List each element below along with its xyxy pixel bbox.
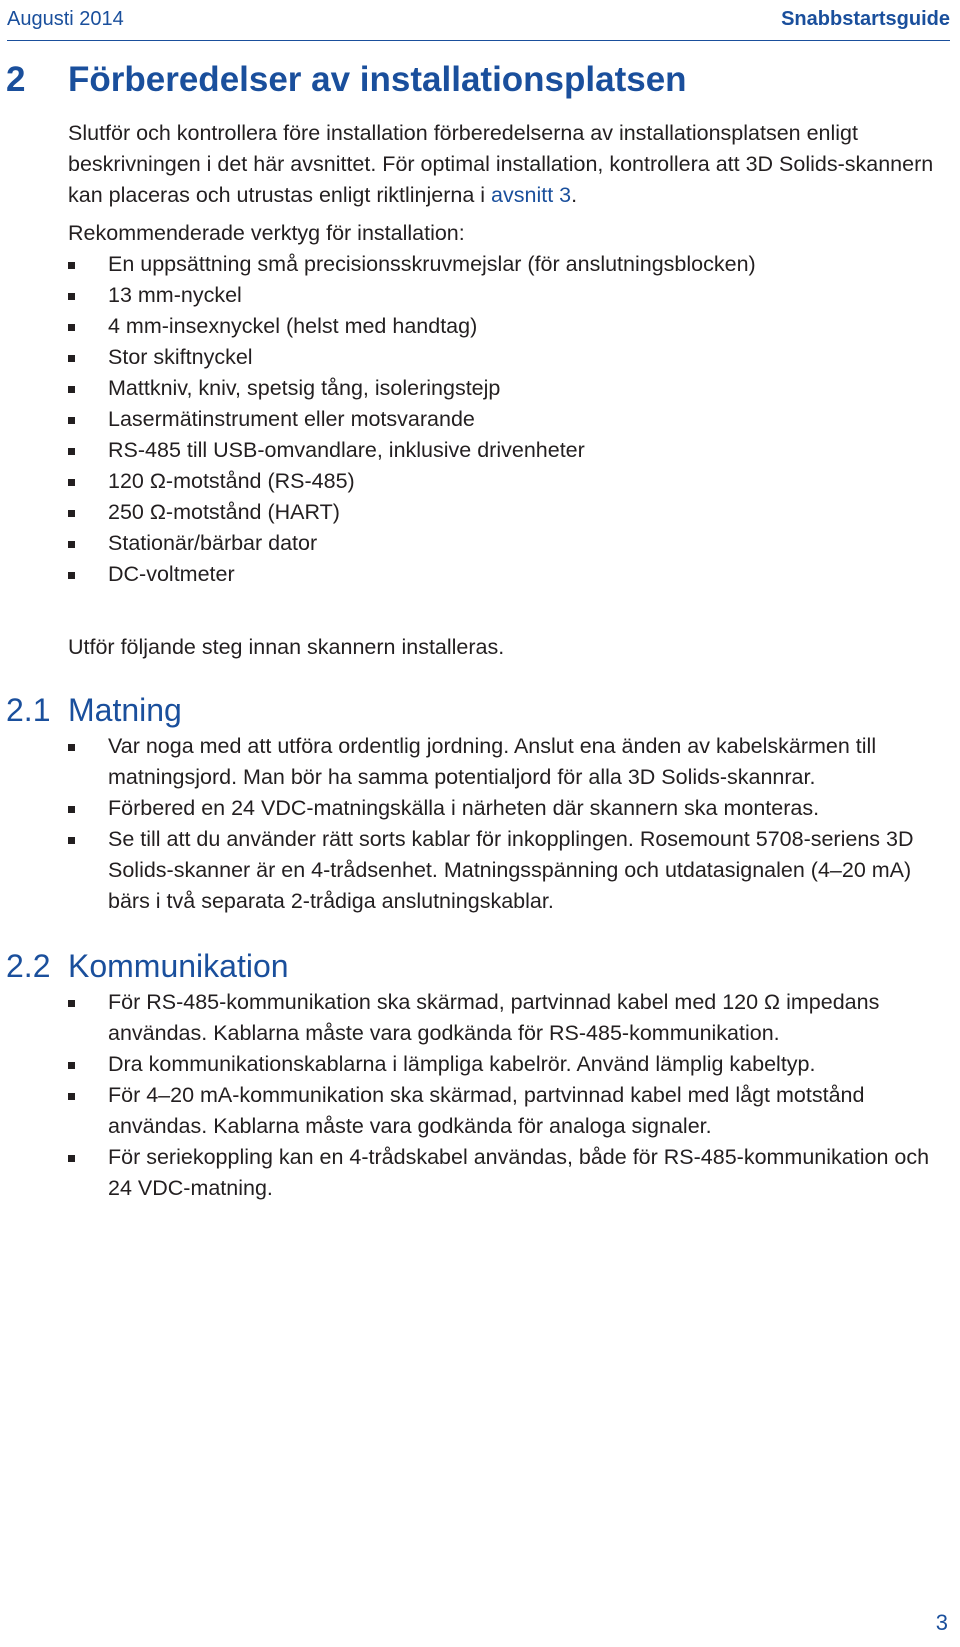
subsection-number: 2.2 xyxy=(6,948,51,984)
subsection-title-kommunikation: Kommunikation xyxy=(68,948,289,984)
subsection-number: 2.1 xyxy=(6,692,51,728)
intro-paragraph xyxy=(68,118,948,211)
section-3-link[interactable]: avsnitt 3 xyxy=(491,183,572,207)
list-item: 250 Ω-motstånd (HART) xyxy=(68,497,956,528)
matning-list xyxy=(68,731,956,917)
list-item: Mattkniv, kniv, spetsig tång, isoleringstejp xyxy=(68,373,956,404)
list-item: För seriekoppling kan en 4-trådskabel användas, både för RS-485-kommunikation och 24 VDC-matning. xyxy=(68,1142,956,1204)
list-item: 13 mm-nyckel xyxy=(68,280,956,311)
tools-heading: Rekommenderade verktyg för installation: xyxy=(68,221,465,245)
list-item: Lasermätinstrument eller motsvarande xyxy=(68,404,956,435)
list-item: 4 mm-insexnyckel (helst med handtag) xyxy=(68,311,956,342)
list-item: Var noga med att utföra ordentlig jordning. Anslut ena änden av kabelskärmen till matningsjord. Man bör ha samma potentialjord för alla 3D Solids-skannrar. xyxy=(68,731,956,793)
page-number: 3 xyxy=(935,1610,948,1635)
closing-paragraph: Utför följande steg innan skannern installeras. xyxy=(68,635,505,659)
section-number: 2 xyxy=(6,60,26,99)
tools-list xyxy=(68,249,956,590)
page-header xyxy=(7,6,950,41)
list-item: För RS-485-kommunikation ska skärmad, partvinnad kabel med 120 Ω impedans användas. Kablarna måste vara godkända för RS-485-kommunikation. xyxy=(68,987,956,1049)
header-doc-title: Snabbstartsguide xyxy=(781,8,950,30)
section-title: Förberedelser av installationsplatsen xyxy=(68,60,687,99)
list-item: Stor skiftnyckel xyxy=(68,342,956,373)
list-item: Stationär/bärbar dator xyxy=(68,528,956,559)
intro-text-end: . xyxy=(571,183,578,207)
list-item: Dra kommunikationskablarna i lämpliga kabelrör. Använd lämplig kabeltyp. xyxy=(68,1049,956,1080)
list-item: 120 Ω-motstånd (RS-485) xyxy=(68,466,956,497)
kommunikation-list xyxy=(68,987,956,1204)
list-item: RS-485 till USB-omvandlare, inklusive drivenheter xyxy=(68,435,956,466)
header-date: Augusti 2014 xyxy=(7,8,124,30)
list-item: För 4–20 mA-kommunikation ska skärmad, partvinnad kabel med lågt motstånd användas. Kablarna måste vara godkända för analoga signaler. xyxy=(68,1080,956,1142)
list-item: Förbered en 24 VDC-matningskälla i närheten där skannern ska monteras. xyxy=(68,793,956,824)
subsection-title-matning: Matning xyxy=(68,692,182,728)
list-item: DC-voltmeter xyxy=(68,559,956,590)
intro-text: Slutför och kontrollera före installation förberedelserna av installationsplatsen enligt beskrivningen i det här avsnittet. För optimal installation, kontrollera att 3D Solids-skannern kan placeras och utrustas enligt riktlinjerna i xyxy=(68,121,934,207)
list-item: Se till att du använder rätt sorts kablar för inkopplingen. Rosemount 5708-seriens 3D Solids-skanner är en 4-trådsenhet. Matningsspänning och utdatasignalen (4–20 mA) bärs i två separata 2-trådiga anslutningskablar. xyxy=(68,824,956,917)
list-item: En uppsättning små precisionsskruvmejslar (för anslutningsblocken) xyxy=(68,249,956,280)
